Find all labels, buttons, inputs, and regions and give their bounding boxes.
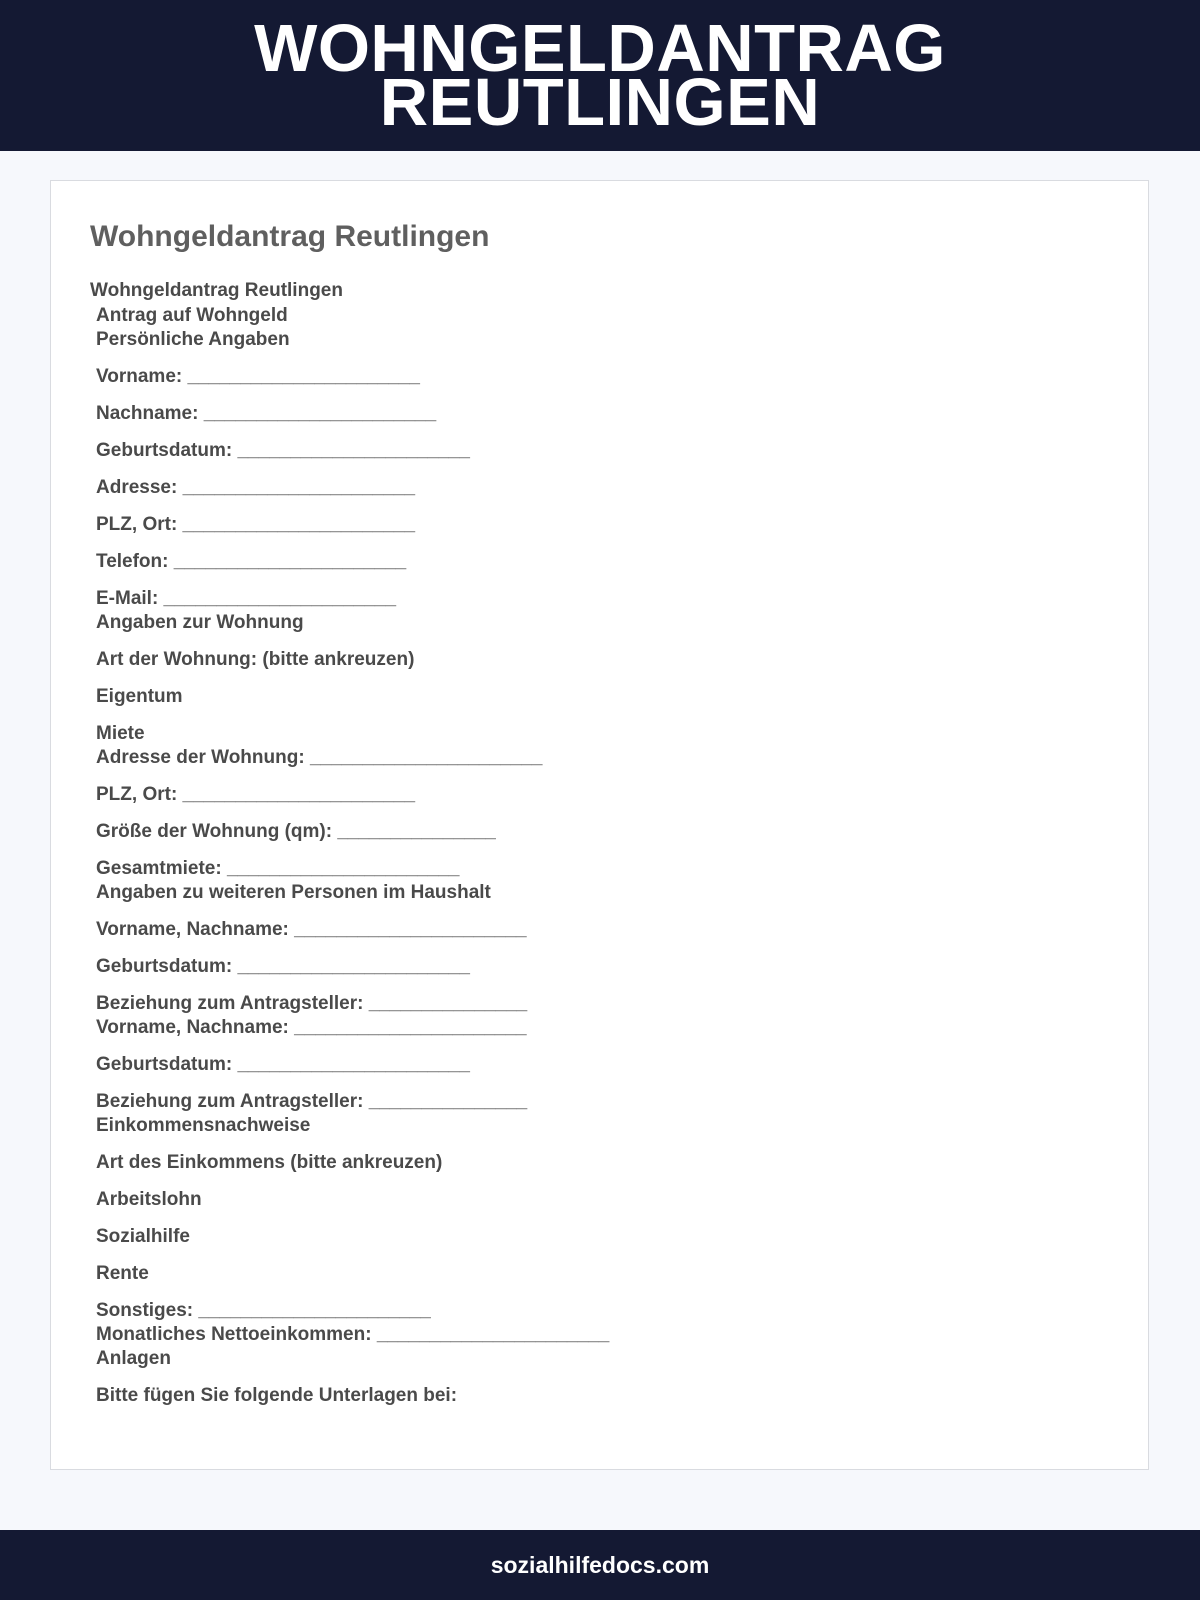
attachments-instruction: Bitte fügen Sie folgende Unterlagen bei: xyxy=(96,1385,458,1406)
banner-title-line-1: WOHNGELDANTRAG xyxy=(254,10,946,86)
option-eigentum: Eigentum xyxy=(96,686,183,707)
field-member1-birthdate: Geburtsdatum: ______________________ xyxy=(96,956,470,977)
option-sozialhilfe: Sozialhilfe xyxy=(96,1226,190,1247)
section-attachments: Anlagen xyxy=(96,1348,171,1369)
option-rente: Rente xyxy=(96,1263,149,1284)
field-nachname: Nachname: ______________________ xyxy=(96,403,437,424)
document-card xyxy=(50,180,1149,1470)
field-housing-size: Größe der Wohnung (qm): _______________ xyxy=(96,821,496,842)
field-housing-type: Art der Wohnung: (bitte ankreuzen) xyxy=(96,649,415,670)
field-member1-relation: Beziehung zum Antragsteller: _______________ xyxy=(96,993,528,1014)
field-telefon: Telefon: ______________________ xyxy=(96,551,407,572)
field-adresse: Adresse: ______________________ xyxy=(96,477,416,498)
field-geburtsdatum: Geburtsdatum: ______________________ xyxy=(96,440,470,461)
option-miete: Miete xyxy=(96,723,145,744)
field-housing-plz-ort: PLZ, Ort: ______________________ xyxy=(96,784,416,805)
footer-bar xyxy=(0,1530,1200,1600)
field-member1-name: Vorname, Nachname: ______________________ xyxy=(96,919,527,940)
field-net-income: Monatliches Nettoeinkommen: ______________________ xyxy=(96,1324,610,1345)
footer-site-name: sozialhilfedocs.com xyxy=(490,1551,710,1578)
field-email: E-Mail: ______________________ xyxy=(96,588,397,609)
section-household-members: Angaben zu weiteren Personen im Haushalt xyxy=(96,882,491,903)
field-housing-address: Adresse der Wohnung: ______________________ xyxy=(96,747,543,768)
field-plz-ort: PLZ, Ort: ______________________ xyxy=(96,514,416,535)
title-banner xyxy=(0,0,1200,151)
banner-title-line-2: REUTLINGEN xyxy=(379,64,821,140)
form-subtitle: Antrag auf Wohngeld xyxy=(96,305,288,326)
option-arbeitslohn: Arbeitslohn xyxy=(96,1189,202,1210)
section-income: Einkommensnachweise xyxy=(96,1115,311,1136)
field-member2-birthdate: Geburtsdatum: ______________________ xyxy=(96,1054,470,1075)
field-member2-name: Vorname, Nachname: ______________________ xyxy=(96,1017,527,1038)
field-total-rent: Gesamtmiete: ______________________ xyxy=(96,858,460,879)
section-personal-data: Persönliche Angaben xyxy=(96,329,290,350)
field-income-type: Art des Einkommens (bitte ankreuzen) xyxy=(96,1152,443,1173)
option-sonstiges: Sonstiges: ______________________ xyxy=(96,1300,431,1321)
section-housing: Angaben zur Wohnung xyxy=(96,612,304,633)
field-member2-relation: Beziehung zum Antragsteller: _______________ xyxy=(96,1091,528,1112)
field-vorname: Vorname: ______________________ xyxy=(96,366,420,387)
form-title: Wohngeldantrag Reutlingen xyxy=(90,280,343,301)
document-heading: Wohngeldantrag Reutlingen xyxy=(90,220,490,253)
